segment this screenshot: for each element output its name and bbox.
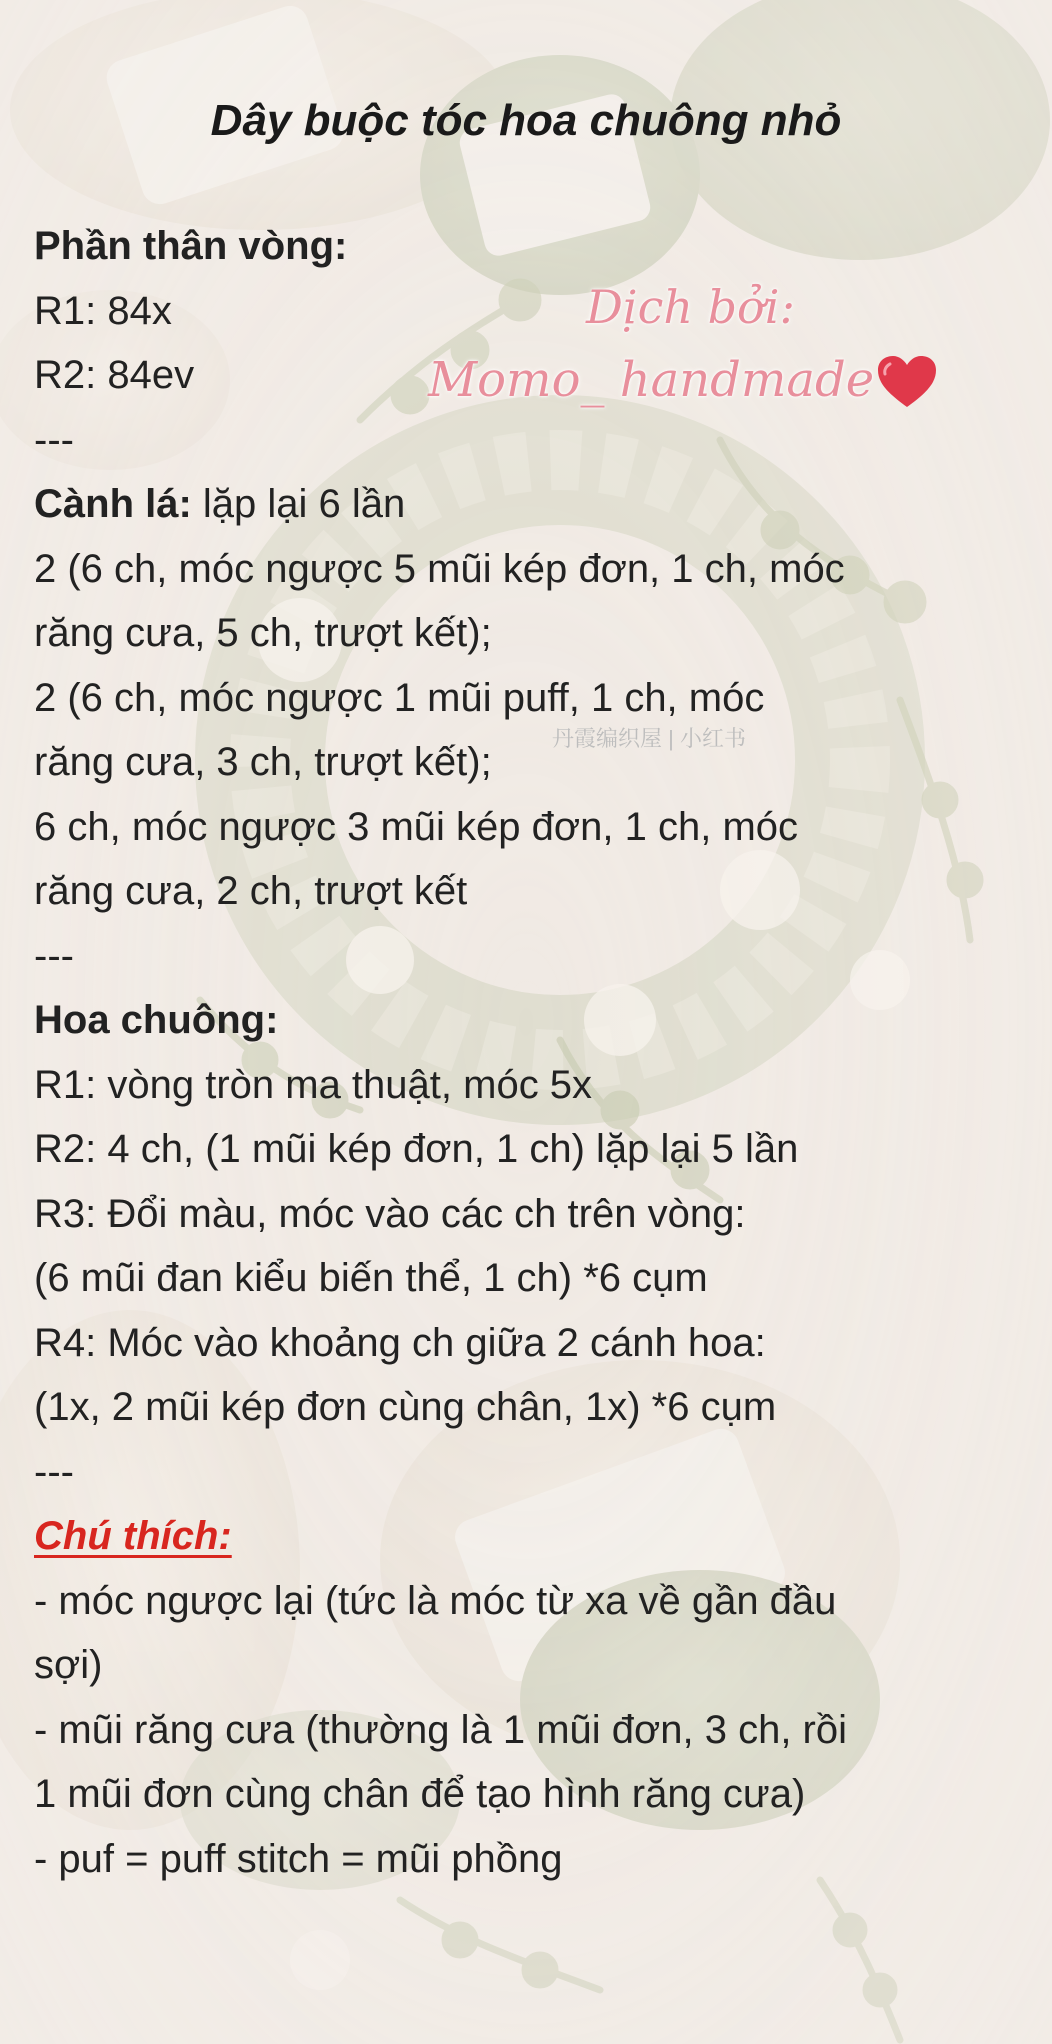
- text-line: răng cưa, 2 ch, trượt kết: [34, 869, 468, 913]
- section-heading-chu-thich: [34, 1504, 1034, 1569]
- text-line: R3: Đổi màu, móc vào các ch trên vòng:: [34, 1191, 746, 1236]
- text-line: R1: vòng tròn ma thuật, móc 5x: [34, 1062, 593, 1107]
- text-line: răng cưa, 5 ch, trượt kết);: [34, 611, 492, 655]
- heart-icon: [876, 354, 938, 410]
- source-watermark: 丹霞编织屋 | 小红书: [552, 726, 746, 751]
- separator: ---: [34, 933, 74, 978]
- section-heading-than-vong: Phần thân vòng:: [34, 224, 348, 268]
- text-line: 2 (6 ch, móc ngược 1 mũi puff, 1 ch, móc: [34, 675, 765, 720]
- separator: ---: [34, 417, 74, 462]
- page-title: Dây buộc tóc hoa chuông nhỏ: [210, 96, 842, 145]
- section-heading-hoa-chuong: Hoa chuông:: [34, 998, 279, 1042]
- text-line: - móc ngược lại (tức là móc từ xa về gần đầu: [34, 1578, 837, 1623]
- section-heading-rest: lặp lại 6 lần: [191, 482, 406, 526]
- separator: ---: [34, 1449, 74, 1494]
- credit-author-name: Momo_ handmade: [428, 352, 875, 408]
- text-line: 6 ch, móc ngược 3 mũi kép đơn, 1 ch, móc: [34, 804, 799, 849]
- text-line: 1 mũi đơn cùng chân để tạo hình răng cưa): [34, 1772, 806, 1816]
- text-line: R2: 84ev: [34, 353, 195, 397]
- note-heading-label: Chú thích:: [34, 1514, 232, 1558]
- text-line: R4: Móc vào khoảng ch giữa 2 cánh hoa:: [34, 1320, 766, 1365]
- text-line: R1: 84x: [34, 288, 172, 333]
- credit-translated-by: Dịch bởi:: [586, 280, 795, 334]
- text-line: 2 (6 ch, móc ngược 5 mũi kép đơn, 1 ch, móc: [34, 546, 845, 591]
- text-line: (1x, 2 mũi kép đơn cùng chân, 1x) *6 cụm: [34, 1385, 777, 1429]
- section-heading-canh-la: [34, 472, 1034, 537]
- text-line: sợi): [34, 1643, 103, 1687]
- text-line: (6 mũi đan kiểu biến thể, 1 ch) *6 cụm: [34, 1256, 708, 1300]
- text-line: răng cưa, 3 ch, trượt kết);: [34, 740, 492, 784]
- recipe-body: [34, 214, 1034, 1891]
- text-line: - puf = puff stitch = mũi phồng: [34, 1836, 563, 1881]
- text-line: - mũi răng cưa (thường là 1 mũi đơn, 3 ch, rồi: [34, 1707, 848, 1752]
- section-heading-label: Cành lá:: [34, 482, 192, 526]
- text-line: R2: 4 ch, (1 mũi kép đơn, 1 ch) lặp lại 5 lần: [34, 1127, 799, 1171]
